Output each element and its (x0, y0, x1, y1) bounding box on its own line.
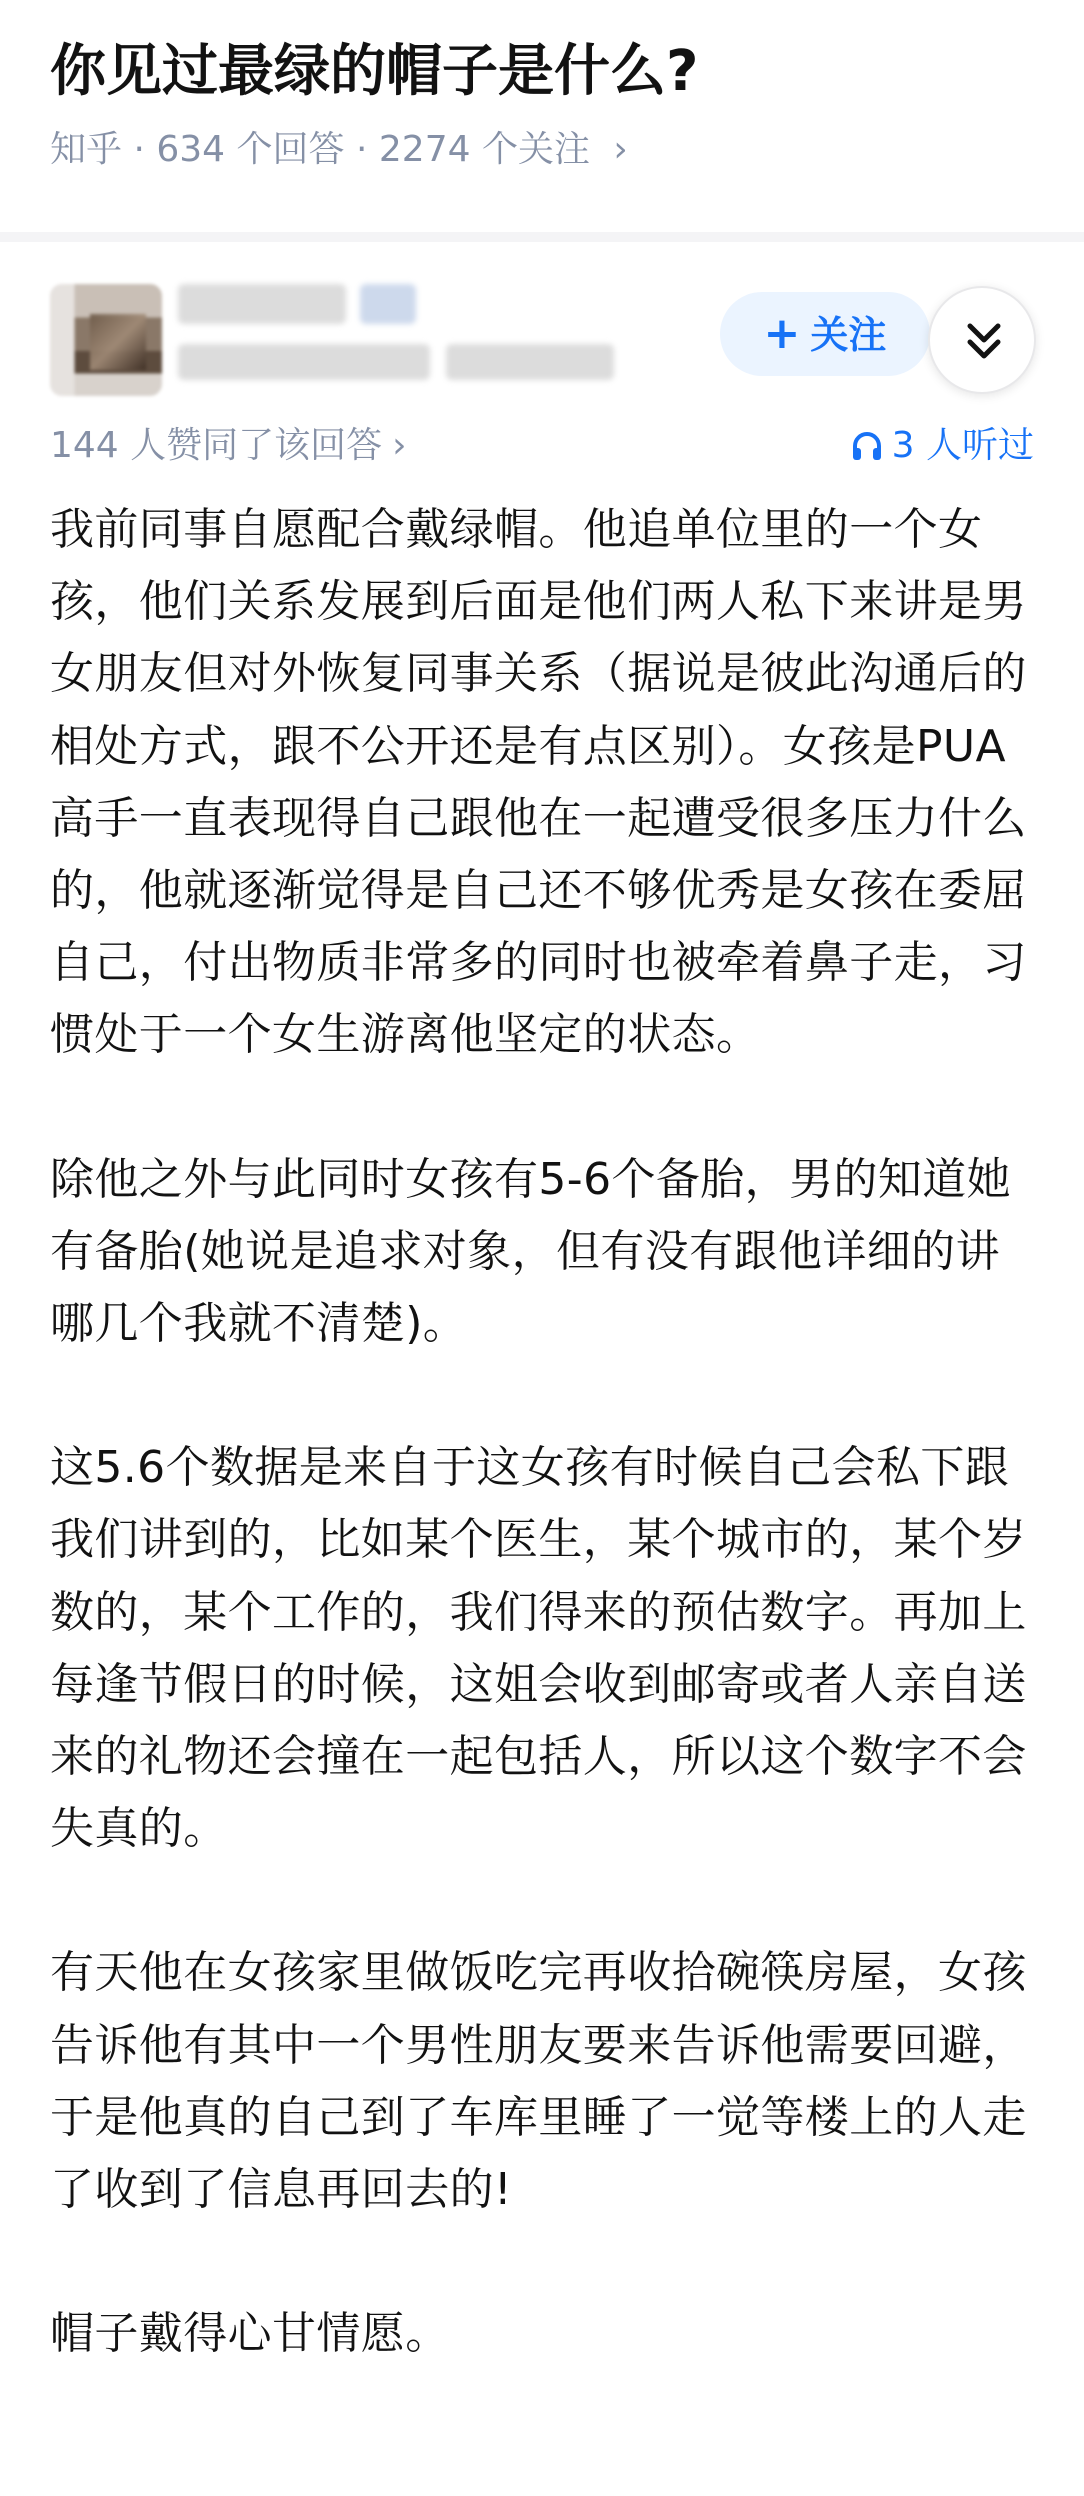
chevron-right-icon: › (613, 129, 628, 170)
author-row (0, 270, 1084, 410)
followers-count: 2274 个关注 (378, 129, 590, 170)
votes-link[interactable] (50, 418, 407, 474)
meta-separator: · (133, 129, 145, 170)
answer-content (50, 494, 1040, 2370)
author-name-redacted[interactable] (178, 284, 346, 324)
source-label: 知乎 (50, 129, 123, 170)
plus-icon: + (763, 308, 801, 359)
answer-paragraph: 除他之外与此同时女孩有5-6个备胎，男的知道她有备胎(她说是追求对象，但有没有跟他详细的讲哪几个我就不清楚)。 (50, 1153, 1012, 1350)
question-title[interactable]: 你见过最绿的帽子是什么? (50, 39, 699, 104)
avatar[interactable] (50, 284, 162, 396)
author-badge-redacted (360, 284, 416, 324)
answer-paragraph: 这5.6个数据是来自于这女孩有时候自己会私下跟我们讲到的，比如某个医生，某个城市的，某个岁数的，某个工作的，我们得来的预估数字。再加上每逢节假日的时候，这姐会收到邮寄或者人亲自送来的礼物还会撞在一起包括人，所以这个数字不会失真的。 (50, 1442, 1027, 1855)
chevron-right-icon: › (392, 425, 407, 466)
meta-separator: · (356, 129, 368, 170)
question-meta[interactable] (50, 126, 628, 174)
listened-text: 3 人听过 (891, 425, 1034, 466)
answer-stats (0, 418, 1084, 474)
author-bio-redacted (178, 344, 430, 380)
author-bio-redacted-2 (446, 344, 614, 380)
answer-paragraph: 我前同事自愿配合戴绿帽。他追单位里的一个女孩，他们关系发展到后面是他们两人私下来讲是男女朋友但对外恢复同事关系（据说是彼此沟通后的相处方式，跟不公开还是有点区别）。女孩是PUA高手一直表现得自己跟他在一起遭受很多压力什么的，他就逐渐觉得是自己还不够优秀是女孩在委屈自己，付出物质非常多的同时也被牵着鼻子走，习惯处于一个女生游离他坚定的状态。 (50, 504, 1027, 1061)
answer-paragraph: 帽子戴得心甘情愿。 (50, 2308, 450, 2360)
votes-text: 144 人赞同了该回答 (50, 425, 383, 466)
listen-button[interactable] (850, 418, 1034, 474)
collapse-button[interactable] (928, 286, 1036, 394)
answers-count: 634 个回答 (156, 129, 345, 170)
section-divider (0, 232, 1084, 242)
follow-button[interactable] (720, 292, 930, 376)
question-header[interactable] (0, 0, 1084, 234)
double-chevron-down-icon (964, 320, 1004, 364)
follow-label: 关注 (810, 313, 887, 357)
headphones-icon (850, 429, 884, 463)
answer-paragraph: 有天他在女孩家里做饭吃完再收拾碗筷房屋，女孩告诉他有其中一个男性朋友要来告诉他需要回避，于是他真的自己到了车库里睡了一觉等楼上的人走了收到了信息再回去的! (50, 1947, 1027, 2216)
